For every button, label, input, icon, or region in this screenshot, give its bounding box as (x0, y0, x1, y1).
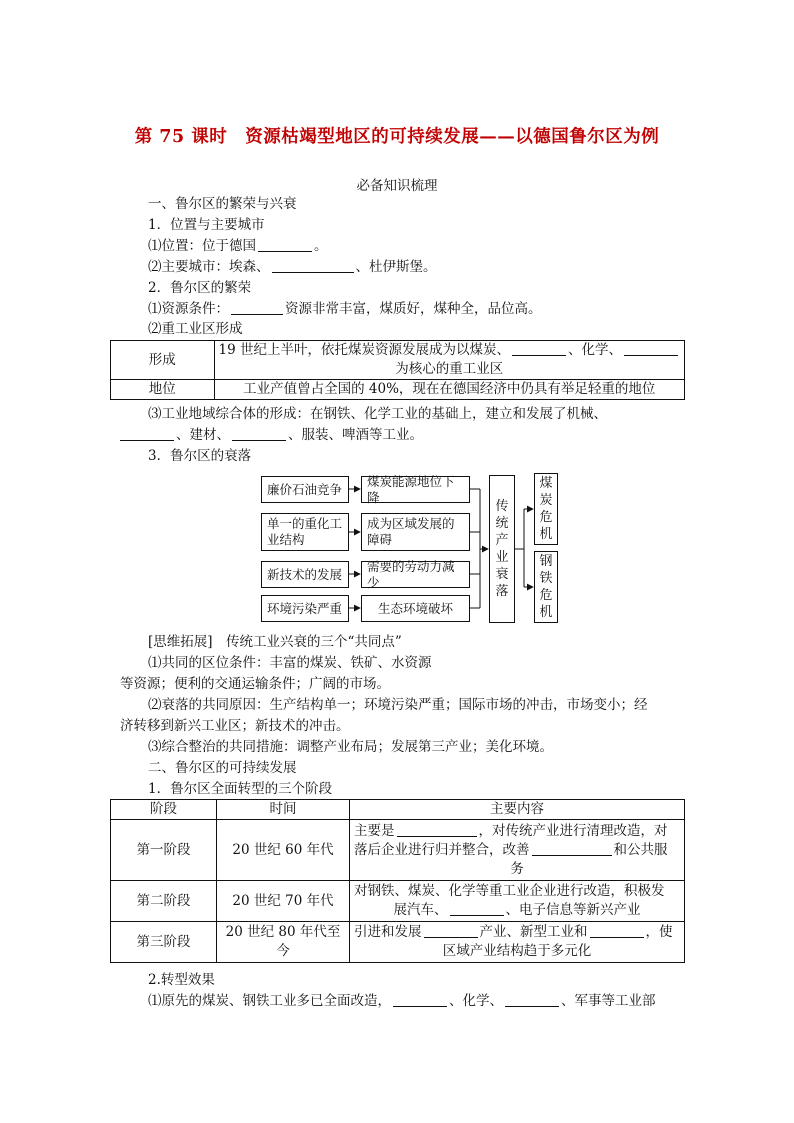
cities-blank[interactable] (272, 258, 354, 273)
table-cell-stage: 第三阶段 (111, 922, 217, 963)
table-header: 时间 (217, 800, 350, 820)
table-cell-label: 形成 (111, 341, 215, 380)
effects-item-1: ⑴原先的煤炭、钢铁工业多已全面改造， 、化学、 、军事等工业部 (148, 993, 656, 1009)
think-item-1: ⑴共同的区位条件：丰富的煤炭、铁矿、水资源 (148, 655, 432, 671)
cause-box: 单一的重化工业结构 (261, 513, 349, 551)
table-cell-stage: 第一阶段 (111, 820, 217, 881)
think-item-1-cont: 等资源；便利的交通运输条件；广阔的市场。 (120, 676, 390, 692)
result-label: 钢铁危机 (539, 554, 553, 620)
resource-label: ⑴资源条件： (148, 301, 229, 317)
heavy-industry-table (110, 340, 685, 400)
effect-box: 成为区域发展的障碍 (361, 513, 470, 551)
table-row (111, 341, 685, 380)
part1-subheading-decline: 3．鲁尔区的衰落 (148, 448, 252, 464)
cause-box: 廉价石油竞争 (261, 476, 349, 503)
location-label: ⑴位置：位于德国 (148, 238, 256, 254)
table-cell-content: 工业产值曾占全国的 40%，现在在德国经济中仍具有举足轻重的地位 (214, 380, 684, 400)
table-cell-time: 20 世纪 60 年代 (217, 820, 350, 881)
part1-subheading-prosperity: 2．鲁尔区的繁荣 (148, 280, 252, 296)
complex-blank[interactable] (120, 426, 174, 441)
effects-heading: 2.转型效果 (148, 972, 215, 988)
table-row (111, 820, 685, 881)
table-row (111, 922, 685, 963)
table-cell-time: 20 世纪 80 年代至 今 (217, 922, 350, 963)
part1-subheading-location: 1．位置与主要城市 (148, 217, 265, 233)
part1-heading: 一、鲁尔区的繁荣与兴衰 (148, 196, 297, 212)
complex-item-line1: ⑶工业地域综合体的形成：在钢铁、化学工业的基础上，建立和发展了机械、 (148, 406, 607, 422)
stages-table (110, 799, 685, 963)
table-cell-content: 引进和发展 产业、新型工业和 ，使 区域产业结构趋于多元化 (350, 922, 685, 963)
part2-subheading-stages: 1．鲁尔区全面转型的三个阶段 (148, 781, 333, 797)
heavy-industry-item: ⑵重工业区形成 (148, 321, 243, 337)
cause-box: 环境污染严重 (261, 595, 349, 622)
complex-item-line2: 、建材、 、服装、啤酒等工业。 (120, 426, 423, 444)
location-item (148, 237, 328, 255)
center-label: 传统产业衰落 (495, 499, 509, 599)
lesson-title: 第 75 课时 资源枯竭型地区的可持续发展——以德国鲁尔区为例 (134, 127, 660, 147)
table-cell-time: 20 世纪 70 年代 (217, 881, 350, 922)
table-blank[interactable] (512, 341, 566, 356)
table-blank[interactable] (424, 923, 478, 938)
think-item-3: ⑶综合整治的共同措施：调整产业布局；发展第三产业；美化环境。 (148, 739, 553, 755)
table-blank[interactable] (624, 341, 678, 356)
table-header: 主要内容 (350, 800, 685, 820)
cities-end: 、杜伊斯堡。 (355, 259, 437, 275)
effects-blank[interactable] (393, 992, 447, 1007)
result-box (534, 473, 558, 545)
cause-box: 新技术的发展 (261, 561, 349, 588)
table-cell-content: 19 世纪上半叶，依托煤炭资源发展成为以煤炭、 、化学、 为核心的重工业区 (214, 341, 684, 380)
resource-end: 资源非常丰富，煤质好，煤种全，品位高。 (285, 301, 542, 317)
table-blank[interactable] (532, 841, 612, 856)
section-heading: 必备知识梳理 (356, 178, 438, 194)
cities-label: ⑵主要城市：埃森、 (148, 259, 270, 275)
table-cell-content: 主要是 ，对传统产业进行清理改造，对 落后企业进行归并整合，改善 和公共服 务 (350, 820, 685, 881)
center-box (489, 475, 515, 623)
think-item-2-cont: 济转移到新兴工业区；新技术的冲击。 (120, 718, 350, 734)
table-cell-stage: 第二阶段 (111, 881, 217, 922)
resource-item (148, 300, 542, 318)
table-header: 阶段 (111, 800, 217, 820)
table-row (111, 380, 685, 400)
part2-heading: 二、鲁尔区的可持续发展 (148, 760, 297, 776)
table-row (111, 881, 685, 922)
result-box (534, 551, 558, 623)
think-item-2: ⑵衰落的共同原因：生产结构单一；环境污染严重；国际市场的冲击，市场变小；经 (148, 697, 648, 713)
table-blank[interactable] (397, 822, 477, 837)
effect-box: 生态环境破坏 (361, 595, 470, 622)
think-heading: [思维拓展] 传统工业兴衰的三个“共同点” (148, 634, 402, 650)
table-blank[interactable] (450, 901, 504, 916)
location-end: 。 (314, 238, 328, 254)
effects-blank[interactable] (505, 992, 559, 1007)
table-cell-label: 地位 (111, 380, 215, 400)
location-blank[interactable] (258, 237, 312, 252)
table-header-row (111, 800, 685, 820)
effect-box: 需要的劳动力减少 (361, 561, 470, 588)
cities-item (148, 258, 437, 276)
table-cell-content: 对钢铁、煤炭、化学等重工业企业进行改造，积极发 展汽车、 、电子信息等新兴产业 (350, 881, 685, 922)
resource-blank[interactable] (231, 300, 283, 315)
complex-blank[interactable] (232, 426, 286, 441)
result-label: 煤炭危机 (539, 476, 553, 542)
effect-box: 煤炭能源地位下降 (361, 476, 470, 503)
table-blank[interactable] (590, 923, 644, 938)
